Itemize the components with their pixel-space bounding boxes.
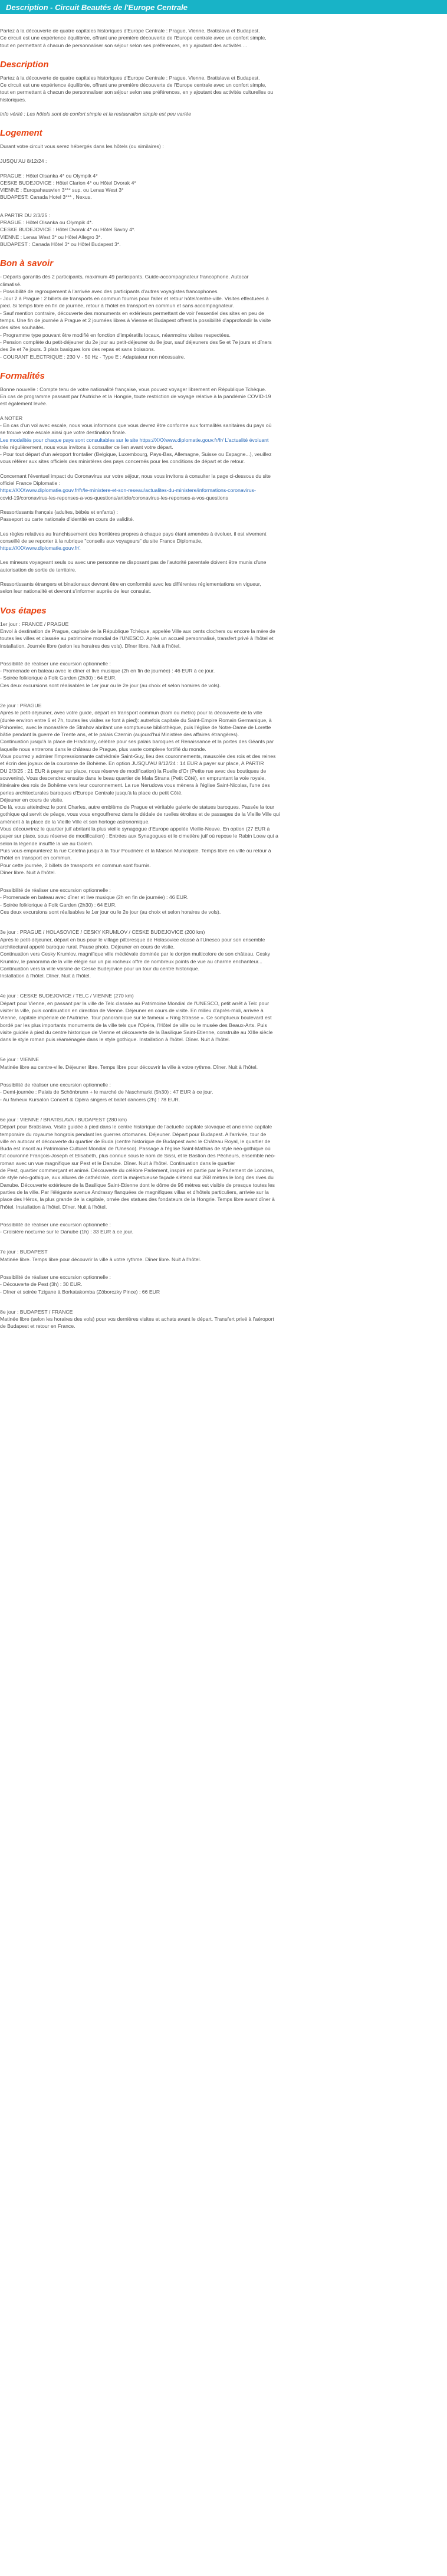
itinerary-day [0,1116,442,1235]
bon-a-savoir-line: temps. Une fin de journée à Prague et 2 journées libres à Vienne et Budapest offrent la possibilité d'approfondir la visite [0,317,271,324]
itinerary-days [0,621,442,1330]
day-line: Continuation vers la ville voisine de Ceske Budejovice pour un tour du centre historique. [0,965,200,972]
day-line: de style néo-gothique, aux allures de cathédrale, dont la majestueuse façade s'étend sur 268 mètres le long des rives du [0,1174,274,1181]
day-option-line: - Découverte de Pest (3h) : 30 EUR. [0,1281,83,1288]
day-line: parties de la ville. Par l'élégante avenue Andrassy flanquées de magnifiques villas et d'hôtels particuliers, arrivée sur la [0,1189,269,1195]
logement-line: PRAGUE : Hôtel Olsanka 4* ou Olympik 4* [0,172,98,179]
bon-a-savoir-line: - Possibilité de regroupement à l'arrivée avec des participants d'autres voyagistes francophones. [0,288,219,294]
day-line: Danube. Découverte extérieure de la Basilique Saint-Etienne dont le dôme de 96 mètres est visible de presque toutes les [0,1182,275,1188]
day-line: itinéraire des rois de Bohême vers leur couronnement. La rue Nerudova vous mènera à l'église Saint-Nicolas, l'une des [0,782,270,789]
itinerary-day [0,1248,442,1295]
formalites-line: Les règles relatives au franchissement des frontières propres à chaque pays étant amenées à évoluer, il est vivement [0,530,267,537]
day-line: Vous découvrirez le quartier juif abritant la plus vieille synagogue d'Europe appelée Vieille-Neuve. En option (27 EUR à [0,826,270,832]
day-line: toutes les villes et classée au patrimoine mondial de l'UNESCO. Après un accueil personnalisé, transfert privé à l'hôtel et [0,635,274,642]
day-line: visiter la ville, puis continuation en direction de Vienne. Déjeuner en cours de visite. En milieu d'après-midi, arrivée à [0,1007,264,1013]
formalites-line: - En cas d'un vol avec escale, nous vous informons que vous devrez être conforme aux formalités sanitaires du pays où [0,422,272,428]
day-line: Pour cette journée, 2 billets de transports en commun sont fournis. [0,862,151,868]
day-line: temporaire du royaume hongrois pendant les guerres ottomanes. Déjeuner. Départ pour Budapest. A l'arrivée, tour de [0,1131,267,1137]
content [0,27,447,1330]
day-option-line: Ces deux excursions sont réalisables le 1er jour ou le 2e jour (au choix et selon horaires de vols). [0,682,221,688]
formalites-line: Ressortissants étrangers et binationaux devront être en conformité avec les différentes réglementations en vigueur, [0,581,261,588]
day-line: Départ pour Vienne, en passant par la ville de Telc classée au Patrimoine Mondial de l'UNESCO, petit arrêt à Telc pour [0,1000,269,1006]
day-line: Matinée libre. Temps libre pour découvrir la ville à votre rythme. Dîner libre. Nuit à l'hôtel. [0,1256,201,1262]
day-line: ville en autocar et découverte du quartier de Buda (centre historique de Budapest avec le Château Royal, le quartier de [0,1138,271,1144]
day-option-line: Possibilité de réaliser une excursion optionnelle : [0,1082,111,1088]
section-title-logement: Logement [0,128,42,139]
section-title-formalites: Formalités [0,370,45,381]
logement-line [0,165,442,172]
day-line: bâtie pendant la guerre de Trente ans, et le palais Czernin (aujourd'hui Ministère des affaires étrangères). [0,731,239,738]
logement-list-2 [0,212,442,248]
intro-line: Ce circuit est une expérience équilibrée, offrant une première découverte de l'Europe centrale avec un confort simple, [0,35,267,41]
day-line: (durée environ entre 6 et 7h, toutes les visites se font à pied): autrefois capitale du Saint-Empire Romain Germanique, à [0,717,272,723]
day-option-line: - Au fameux Kursalon Concert & Opéra singers et ballet dancers (2h) : 78 EUR. [0,1096,180,1102]
formalites-block-1 [0,386,442,408]
day-line: et écrin des joyaux de la couronne de Bohème. En option JUSQU'AU 8/12/24 : 14 EUR à payer sur place, A PARTIR [0,760,264,767]
bon-a-savoir-line: - Sauf mention contraire, découverte des monuments en extérieurs permettant de voir l'essentiel des sites en peu de [0,310,264,316]
formalites-line: conseillé de se reporter à la rubrique "conseils aux voyageurs" du site France Diplomatie, [0,537,203,544]
logement-line: VIENNE : Europahausvien 3*** sup. ou Lenas West 3* [0,187,124,193]
formalites-line: Passeport ou carte nationale d'identité en cours de validité. [0,516,134,523]
day-line: installation. Journée libre (selon les horaires des vols). Dîner libre. Nuit à l'hôtel. [0,642,181,649]
itinerary-day [0,928,442,979]
day-line: Vienne, capitale impériale de l'Autriche. Tour panoramique sur le fameux « Ring Strasse ». Ce somptueux boulevard est [0,1015,272,1021]
intro-paragraph [0,27,442,49]
formalites-line: selon leur nationalité et devront s'informer auprès de leur consulat. [0,588,152,595]
day-heading: 6e jour : VIENNE / BRATISLAVA / BUDAPEST (280 km) [0,1116,127,1123]
logement-list-1 [0,143,442,201]
intro-line: Partez à la découverte de quatre capitales historiques d'Europe Centrale : Prague, Vienne, Bratislava et Budapest. [0,28,260,34]
itinerary-day [0,621,442,689]
formalites-line: En cas de programme passant par l'Autriche et la Hongrie, toute restriction de voyage relative à la pandémie COVID-19 [0,393,271,400]
description-info: Info vérité : Les hôtels sont de confort simple et la restauration simple est peu variée [0,111,192,117]
day-line: architectural appelé baroque rural. Pause photo. Déjeuner en cours de visite. [0,943,175,950]
description-line: Partez à la découverte de quatre capitales historiques d'Europe Centrale : Prague, Vienne, Bratislava et Budapest. [0,74,260,81]
formalites-block-4 [0,508,442,523]
formalites-line: Les mineurs voyageant seuls ou avec une personne ne disposant pas de l'autorité parentale doivent être munis d'une [0,559,267,566]
itinerary-day [0,1056,442,1102]
day-line: Krumlov, le panorama de la ville élégie sur un pic rocheux offre de nombreux points de vue au charme enchanteur... [0,958,262,964]
day-line: De là, vous atteindrez le pont Charles, autre emblème de Prague et véritable galerie de statues baroques. Passée la tour [0,804,275,810]
logement-line: BUDAPEST : Canada Hôtel 3* ou Hôtel Budapest 3*. [0,241,121,247]
formalites-line: Concernant l'éventuel impact du Coronavirus sur votre séjour, nous vous invitons à consulter la page ci-dessous du site [0,472,271,479]
bon-a-savoir-line: climatisé. [0,281,22,287]
logement-line: CESKE BUDEJOVICE : Hôtel Clarion 4* ou Hôtel Dvorak 4* [0,179,136,186]
bon-a-savoir-line: - Départs garantis dès 2 participants, maximum 49 participants. Guide-accompagnateur francophone. Autocar [0,274,249,280]
day-heading: 2e jour : PRAGUE [0,703,42,708]
day-option-line: Possibilité de réaliser une excursion optionnelle : [0,887,111,894]
day-line: roman avec un vue magnifique sur Pest et le Danube. Dîner. Nuit à l'hôtel. Continuation dans le quartier [0,1160,235,1166]
itinerary-day [0,1308,442,1330]
day-option-line: - Soirée folklorique à Folk Garden (2h30) : 64 EUR. [0,901,117,908]
day-option-line: Possibilité de réaliser une excursion optionnelle : [0,1221,111,1228]
logement-line: CESKE BUDEJOVICE : Hôtel Dvorak 4* ou Hôtel Savoy 4*. [0,227,136,233]
logement-line [0,150,442,157]
day-line: Matinée libre au centre-ville. Déjeuner libre. Temps libre pour découvrir la ville à votre rythme. Dîner. Nuit à l'hôtel. [0,1064,258,1070]
day-line: visite guidée à pied du centre historique de Vienne et découverte de la Basilique Saint-Etienne, construite au XIIIe siècle [0,1029,273,1035]
day-heading: 7e jour : BUDAPEST [0,1249,48,1255]
day-heading: 1er jour : FRANCE / PRAGUE [0,621,69,627]
logement-line: A PARTIR DU 2/3/25 : [0,212,51,218]
day-line: l'hôtel. Installation à l'hôtel. Dîner. Nuit à l'hôtel. [0,1203,107,1210]
formalites-line: autorisation de sortie de territoire. [0,566,77,573]
description-line: historiques. [0,96,27,103]
title-banner [0,0,447,14]
day-line: Envol à destination de Prague, capitale de la République Tchèque, appelée Ville aux cents clochers ou encore la mère de [0,628,275,634]
day-line: bordé par les plus importants monuments de la ville tels que l'Opéra, l'Hôtel de ville ou le musée des Beaux-Arts. Puis [0,1022,267,1028]
formalites-line: Ressortissants français (adultes, bébés et enfants) : [0,508,118,515]
day-line: selon la légende insufflé la vie au Golem. [0,840,94,846]
day-line: Matinée libre (selon les horaires des vols) pour vos dernières visites et achats avant le départ. Transfert privé à l'aéroport [0,1316,274,1323]
day-line: Continuation vers Cesky Krumlov, magnifique ville médiévale dominée par le donjon multicolore de son château. Cesky [0,951,271,957]
day-line: place des Héros, la plus grande de la capitale, ornée des statues des fondateurs de la Hongrie. Temps libre avant dîner à [0,1196,275,1203]
formalites-line: A NOTER [0,415,23,421]
day-line: souvenirs). Vous descendrez ensuite dans le beau quartier de Mala Strana (Petit Côté), en empruntant la voie royale, [0,775,266,781]
section-title-description: Description [0,59,49,70]
day-option-line: Possibilité de réaliser une excursion optionnelle : [0,1274,111,1280]
formalites-line: https://XXXwww.diplomatie.gouv.fr/fr/le-ministere-et-son-reseau/actualites-du-ministere/informations-coronavirus- [0,487,256,494]
day-line: laquelle nous entrerons dans le château de Prague, plus vaste complexe fortifié du monde. [0,746,206,752]
day-line: gothique qui servit de péage, vous vous engouffrerez dans le dédale de ruelles étroites et de passages de la Vieille Ville qui [0,811,280,818]
day-line: payer sur place, sous réserve de modification) : Entrées aux Synagogues et le cimetière juif où repose le Rabin Loew qui a [0,833,278,839]
day-heading: 8e jour : BUDAPEST / FRANCE [0,1308,73,1315]
day-line: dans le style roman puis réaménagée dans le style gothique. Installation à l'hôtel. Dîner. Nuit à l'hôtel. [0,1036,231,1043]
bon-a-savoir-line: - Jour 2 à Prague : 2 billets de transports en commun fournis pour l'aller et retour hôtel/centre-ville. Visites effectuées à [0,296,269,302]
itinerary-day [0,702,442,915]
day-line: Après le petit-déjeuner, avec votre guide, départ en transport commun (tram ou métro) pour la découverte de la ville [0,710,262,716]
day-heading: 3e jour : PRAGUE / HOLASOVICE / CESKY KRUMLOV / CESKE BUDEJOVICE (200 km) [0,929,205,936]
banner-title: Description - Circuit Beautés de l'Europe Centrale [6,2,188,12]
section-title-vos-etapes: Vos étapes [0,605,47,616]
description-line: tout en permettant à chacun de personnaliser son séjour selon ses préférences, en y ajoutant des activités culturelles ou [0,89,274,96]
formalites-block-5 [0,530,442,552]
formalites-block-2 [0,415,442,465]
description-line: Ce circuit est une expérience équilibrée, offrant une première découverte de l'Europe centrale avec un confort simple, [0,82,267,88]
formalites-line: Bonne nouvelle : Compte tenu de votre nationalité française, vous pouvez voyager librement en République Tchèque. [0,386,267,392]
bon-a-savoir-line: des sites souhaités. [0,324,45,331]
formalites-line: est également levée. [0,401,48,407]
day-option-line: - Demi-journée : Palais de Schönbrunn + le marché de Naschmarkt (5h30) : 47 EUR à ce jour. [0,1089,213,1095]
day-option-line: - Soirée folklorique à Folk Garden (2h30) : 64 EUR. [0,675,117,681]
day-line: Départ pour Bratislava. Visite guidée à pied dans le centre historique de l'actuelle capitale slovaque et ancienne capitale [0,1124,272,1130]
day-line: l'hôtel en transport en commun. [0,855,72,861]
itinerary-day [0,992,442,1043]
day-line: Puis vous emprunterez la rue Celetna jusqu'à la Tour Poudrière et la Maison Municipale. Temps libre en ville ou retour à [0,847,271,854]
day-line: Pohorelec, avec le monastère de Strahov abritant une somptueuse bibliothèque, puis l'église de Notre-Dame de Lorette [0,724,271,730]
logement-line: VIENNE : Lenas West 3* ou Hôtel Allegro 3*. [0,234,102,240]
day-line: de Budapest et retour en France. [0,1323,75,1330]
day-line: Après le petit-déjeuner, départ en bus pour le village pittoresque de Holasovice classé à l'Unesco pour son ensemble [0,936,265,943]
bon-a-savoir-line: - COURANT ELECTRIQUE : 230 V - 50 Hz - Type E : Adaptateur non nécessaire. [0,353,186,360]
day-option-line: - Promenade en bateau avec dîner et live musique (2h en fin de journée) : 46 EUR. [0,894,189,901]
day-option-line: - Promenade en bateau avec le dîner et live musique (2h en fin de journée) : 46 EUR à ce jour. [0,668,215,674]
day-line: Continuation jusqu'à la place de Hradcany, célèbre pour ses palais baroques et Renaissance et la portes des Géants par [0,739,274,745]
formalites-line: covid-19/coronavirus-les-reponses-a-vos-questions/article/coronavirus-les-reponses-a-vos-questions [0,494,228,501]
day-line: de Pest, quartier commerçant et animé. Découverte du célèbre Parlement, inspiré en partie par le Parlement de Londres, [0,1167,275,1174]
day-line: Dîner libre. Nuit à l'hôtel. [0,869,56,875]
description-paragraph [0,74,442,103]
day-line: Installation à l'hôtel. Dîner. Nuit à l'hôtel. [0,973,91,979]
day-line: Déjeuner en cours de visite. [0,796,64,803]
formalites-block-6 [0,559,442,573]
day-line: DU 2/3/25 : 21 EUR à payer sur place, nous réserve de modification) la Ruelle d'Or (Petite rue avec des boutiques de [0,767,267,774]
logement-line: PRAGUE : Hôtel Olsanka ou Olympik 4*. [0,219,93,226]
formalites-line: - Pour tout départ d'un aéroport frontalier (Belgique, Luxembourg, Pays-Bas, Allemagne, Suisse ou Espagne...), veuillez [0,451,272,458]
day-option-line: - Dîner et soirée Tzigane à Borkatakomba (Zöborczky Pince) : 66 EUR [0,1288,160,1295]
day-line: Buda est inscrit au Patrimoine Culturel Mondial de l'Unesco). Passage à l'église Saint-Mathias de style néo-gothique où [0,1146,271,1152]
formalites-line: https://XXXwww.diplomatie.gouv.fr/. [0,545,81,552]
bon-a-savoir-list [0,273,442,360]
bon-a-savoir-line: - Programme type pouvant être modifié en fonction d'impératifs locaux, néanmoins visites respectées. [0,332,231,338]
formalites-line: officiel France Diplomatie : [0,480,61,487]
day-option-line: - Croisière nocturne sur le Danube (1h) : 33 EUR à ce jour. [0,1229,133,1235]
formalites-line: Les modalités pour chaque pays sont consultables sur le site https://XXXwww.diplomatie.gouv.fr/fr/ L'actualité évoluant [0,437,269,443]
day-option-line: Ces deux excursions sont réalisables le 1er jour ou le 2e jour (au choix et selon horaires de vols). [0,909,221,915]
logement-line: Durant votre circuit vous serez hébergés dans les hôtels (ou similaires) : [0,143,164,150]
formalites-block-3 [0,472,442,501]
bon-a-savoir-line: - Pension complète du petit-déjeuner du 2e jour au petit-déjeuner du 8e jour, sauf déjeuners des 5e et 7e jours et dîners [0,339,272,345]
day-line: amènent à la place de la Vieille Ville et son horloge astronomique. [0,818,150,825]
formalites-block-7 [0,580,442,595]
day-line: fut couronné François-Joseph et Elisabeth, plus connue sous le nom de Sissi, et le Bastion des Pêcheurs, ensemble néo- [0,1153,275,1159]
logement-line: BUDAPEST: Canada Hotel 3*** , Nexus. [0,194,92,201]
logement-line: JUSQU'AU 8/12/24 : [0,157,47,164]
bon-a-savoir-line: pied. Si temps libre en fin de journée, retour à l'hôtel en transport en commun et sans accompagnateur. [0,303,234,309]
formalites-line: se trouve votre escale ainsi que votre destination finale. [0,429,126,436]
day-line: Vous pourrez y admirer l'impressionnante cathédrale Saint-Guy, lieu des couronnements, mausolée des rois et des reines [0,753,276,760]
intro-line: tout en permettant à chacun de personnaliser son séjour selon ses préférences, en y ajoutant des activités ... [0,42,248,48]
day-line: perles architecturales baroques d'Europe Centrale jusqu'à la place du petit Côté. [0,789,183,796]
day-option-line: Possibilité de réaliser une excursion optionnelle : [0,660,111,667]
day-heading: 5e jour : VIENNE [0,1056,40,1063]
day-heading: 4e jour : CESKE BUDEJOVICE / TELC / VIENNE (270 km) [0,993,134,999]
section-title-bon-a-savoir: Bon à savoir [0,258,54,269]
formalites-line: vous référer aux sites officiels des ministères des pays concernés pour les conditions de départ et de retour. [0,458,245,465]
formalites-line: très régulièrement, nous vous invitons à consulter ce lien avant votre départ. [0,444,173,450]
bon-a-savoir-line: des 2e et 7e jours. 3 plats basiques lors des repas et sans boissons. [0,346,156,353]
